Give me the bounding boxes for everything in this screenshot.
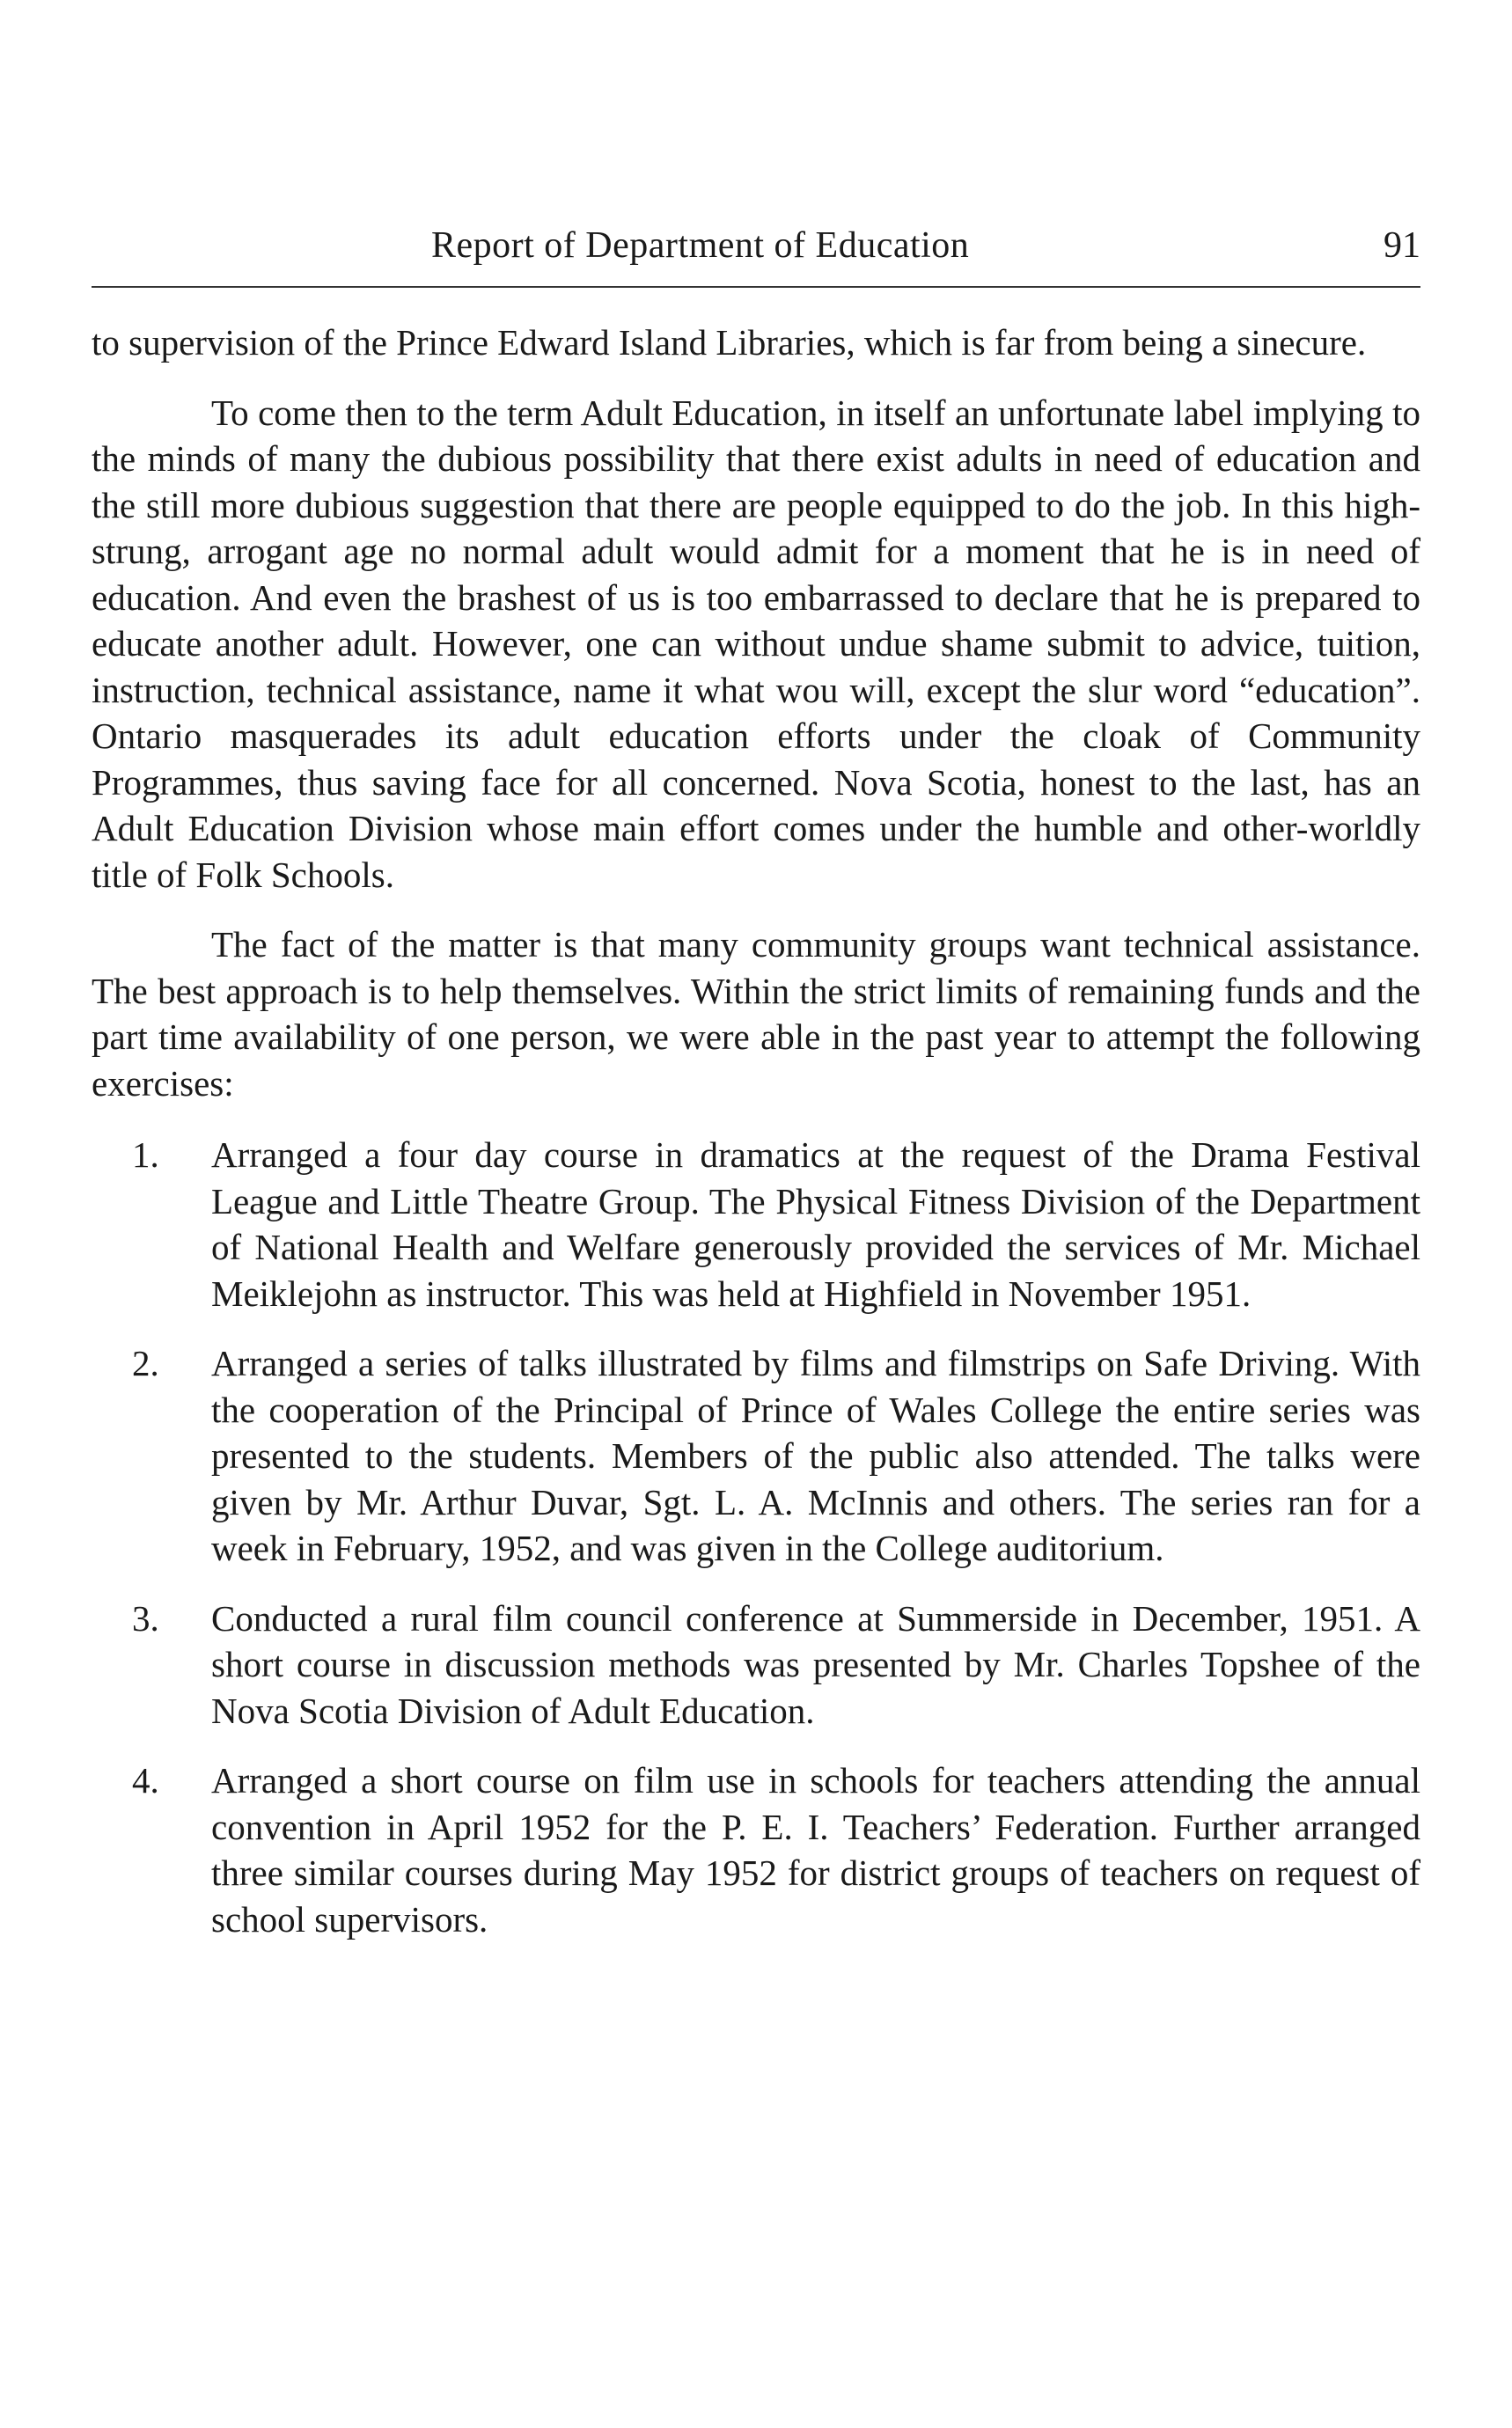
list-item — [92, 1132, 1420, 1317]
list-item — [92, 1595, 1420, 1735]
exercises-list — [92, 1132, 1420, 1942]
list-item-number: 3. — [132, 1597, 159, 1639]
body-text — [92, 319, 1420, 1942]
list-item — [92, 1757, 1420, 1942]
list-item-text: Arranged a short course on film use in schools for teachers attending the annual convention in April 1952 for the P. E. I. Teachers’ Federation. Further arranged three similar courses during May 1952 for district groups of teachers on request of school supervisors. — [211, 1760, 1420, 1940]
page-header — [92, 224, 1420, 282]
list-item-text: Conducted a rural film council conference at Summerside in December, 1951. A short course in discussion methods was presented by Mr. Charles Topshee of the Nova Scotia Division of Adult Education. — [211, 1597, 1420, 1731]
paragraph-continuation: to supervision of the Prince Edward Island Libraries, which is far from being a sinecure. — [92, 322, 1367, 363]
list-item-text: Arranged a series of talks illustrated by films and filmstrips on Safe Driving. With the cooperation of the Principal of Prince of Wales College the entire series was presented to the students. Members of the public also attended. The talks were given by Mr. Arthur Duvar, Sgt. L. A. McInnis and others. The series ran for a week in February, 1952, and was given in the College auditorium. — [211, 1343, 1420, 1568]
running-title: Report of Department of Education — [431, 225, 970, 266]
paragraph-technical-assistance: The fact of the matter is that many community groups want technical assistance. The best approach is to help themselves. Within the strict limits of remaining funds and the part time availability of one person, we were able in the past year to attempt the following exercises: — [92, 924, 1420, 1104]
page-number: 91 — [1384, 225, 1420, 266]
list-item-number: 1. — [132, 1134, 159, 1175]
paragraph-adult-education: To come then to the term Adult Education, in itself an unfortunate label implying to the minds of many the dubious possibility that there exist adults in need of education and the still more dubious suggestion that there are people equipped to do the job. In this high-strung, arrogant age no normal adult would admit for a moment that he is in need of education. And even the brashest of us is too embarrassed to declare that he is prepared to educate another adult. However, one can without undue shame submit to advice, tuition, instruction, technical assistance, name it what wou will, except the slur word “education”. Ontario masquerades its adult education efforts under the cloak of Community Programmes, thus saving face for all concerned. Nova Scotia, honest to the last, has an Adult Education Division whose main effort comes under the humble and other-worldly title of Folk Schools. — [92, 392, 1420, 895]
list-item-text: Arranged a four day course in dramatics at the request of the Drama Festival League and Little Theatre Group. The Physical Fitness Division of the Department of National Health and Welfare generously provided the services of Mr. Michael Meiklejohn as instructor. This was held at Highfield in November 1951. — [211, 1134, 1420, 1314]
header-rule — [92, 286, 1420, 288]
list-item — [92, 1340, 1420, 1572]
list-item-number: 4. — [132, 1760, 159, 1801]
list-item-number: 2. — [132, 1343, 159, 1383]
